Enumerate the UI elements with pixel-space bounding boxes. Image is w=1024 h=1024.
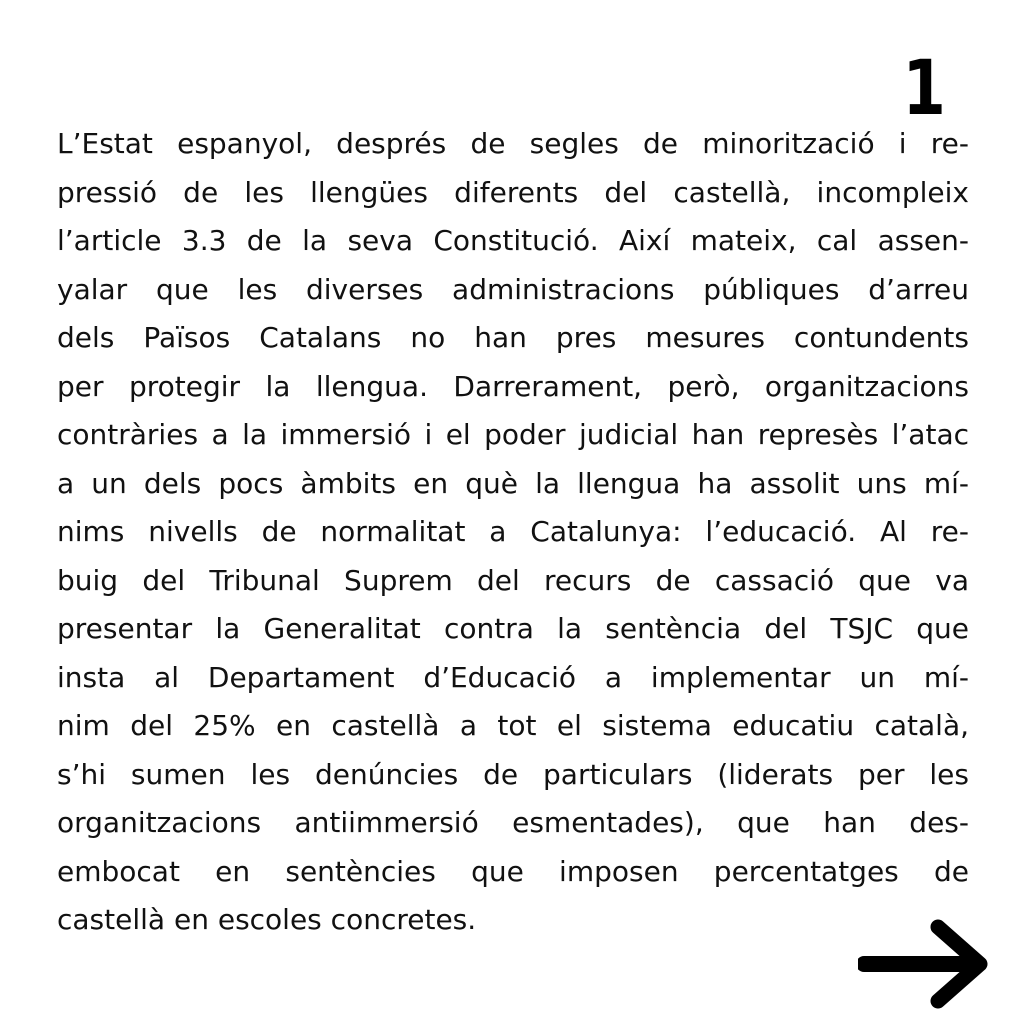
text-line: pressió de les llengües diferents del castellà, incompleix [57, 175, 969, 209]
arrow-right-icon [858, 918, 992, 1010]
text-line: nims nivells de normalitat a Catalunya: l’educació. Al re- [57, 515, 969, 548]
body-paragraph [57, 120, 969, 945]
text-line: a un dels pocs àmbits en què la llengua ha assolit uns mí- [57, 466, 969, 500]
text-line: embocat en sentències que imposen percentatges de [57, 854, 969, 888]
text-line: organitzacions antiimmersió esmentades), que han des- [57, 806, 969, 839]
text-line: l’article 3.3 de la seva Constitució. Així mateix, cal assen- [57, 224, 969, 257]
text-line: nim del 25% en castellà a tot el sistema educatiu català, [57, 709, 969, 742]
text-line: dels Països Catalans no han pres mesures contundents [57, 321, 969, 354]
text-line: yalar que les diverses administracions públiques d’arreu [57, 272, 969, 306]
text-line: L’Estat espanyol, després de segles de minorització i re- [57, 127, 969, 160]
text-line: presentar la Generalitat contra la sentència del TSJC que [57, 612, 969, 645]
text-line: per protegir la llengua. Darrerament, però, organitzacions [57, 369, 969, 403]
page-number: 1 [902, 43, 946, 132]
text-line: castellà en escoles concretes. [57, 903, 477, 936]
text-line: s’hi sumen les denúncies de particulars (liderats per les [57, 757, 969, 791]
text-line: contràries a la immersió i el poder judicial han represès l’atac [57, 418, 969, 451]
text-line: insta al Departament d’Educació a implementar un mí- [57, 660, 969, 694]
next-page-button[interactable] [858, 918, 992, 1010]
text-line: buig del Tribunal Suprem del recurs de cassació que va [57, 563, 969, 597]
